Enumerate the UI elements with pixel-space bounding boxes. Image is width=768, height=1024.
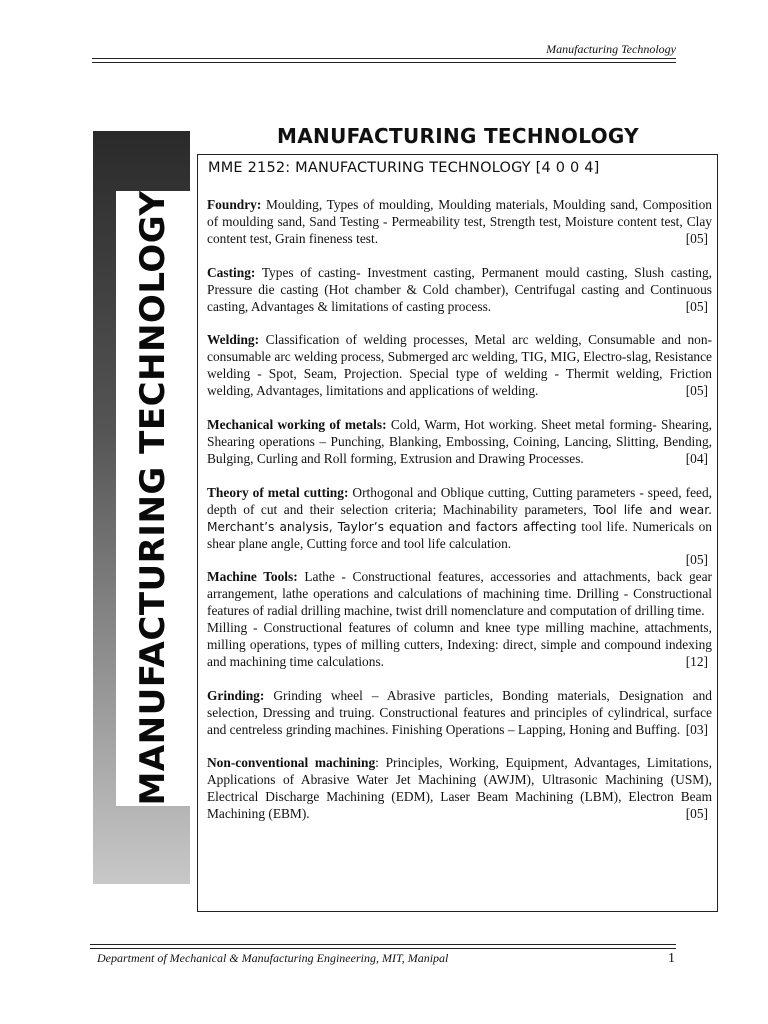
section-marks: [05] <box>685 383 708 399</box>
section-heading: Welding: <box>207 332 260 348</box>
course-code: MME 2152: MANUFACTURING TECHNOLOGY [4 0 0 4] <box>208 160 600 176</box>
section-marks: [03] <box>685 721 708 737</box>
footer-rule <box>90 944 676 945</box>
section-body: tool life. Numericals on shear plane angle, Cutting force and tool life calculation. <box>207 518 712 551</box>
section-grinding <box>207 688 712 739</box>
section-heading: Grinding: <box>207 687 265 703</box>
section-body-alt-font: Tool life and wear. Merchant’s analysis, Taylor’s equation and factors affecting <box>207 502 712 534</box>
section-non-conventional <box>207 755 712 823</box>
section-marks: [05] <box>685 806 708 822</box>
side-banner-panel <box>116 191 190 806</box>
syllabus-box <box>197 154 718 912</box>
section-heading: Theory of metal cutting: <box>207 484 349 500</box>
section-body: Grinding wheel – Abrasive particles, Bonding materials, Designation and selection, Dressing and truing. Constructional features and principles of cylindrical, surface and centreless grinding machines. Finishing Operations – Lapping, Honing and Buffing. <box>207 687 712 737</box>
section-welding <box>207 332 712 400</box>
running-header: Manufacturing Technology <box>546 42 676 56</box>
section-body: Cold, Warm, Hot working. Sheet metal forming- Shearing, Shearing operations – Punching, Blanking, Embossing, Coining, Lancing, Slitting, Bending, Bulging, Curling and Roll forming, Extrusion and Drawing Processes. <box>207 417 713 466</box>
section-casting <box>207 265 712 316</box>
section-mechanical-working <box>207 417 712 468</box>
section-heading: Mechanical working of metals: <box>207 417 387 433</box>
section-marks: [05] <box>685 230 708 246</box>
section-marks: [05] <box>685 298 708 314</box>
section-foundry <box>207 197 712 248</box>
section-marks: [05] <box>685 552 708 568</box>
page-title: MANUFACTURING TECHNOLOGY <box>277 124 639 148</box>
header-rule-thin <box>92 62 676 63</box>
page-number: 1 <box>668 951 675 966</box>
section-body: Types of casting- Investment casting, Permanent mould casting, Slush casting, Pressure die casting (Hot chamber & Cold chamber), Centrifugal casting and Continuous casting, Advantages & limitations of casting process. <box>207 264 712 314</box>
syllabus-content <box>207 197 712 823</box>
section-heading: Machine Tools: <box>207 569 298 585</box>
section-body: Moulding, Types of moulding, Moulding materials, Moulding sand, Composition of moulding sand, Sand Testing - Permeability test, Strength test, Moisture content test, Clay content test, Grain fineness test. <box>207 197 712 246</box>
section-body: Lathe - Constructional features, accessories and attachments, back gear arrangement, lathe operations and calculations of machining time. Drilling - Constructional features of radial drilling machine, twist drill nomenclature and computation of drilling time. <box>207 569 712 619</box>
header-rule <box>92 58 676 59</box>
section-body: Orthogonal and Oblique cutting, Cutting parameters - speed, feed, depth of cut and their selection criteria; Machinability parameters, <box>207 484 712 517</box>
footer-rule-thin <box>90 948 676 949</box>
section-metal-cutting <box>207 485 712 570</box>
section-machine-tools <box>207 569 712 670</box>
section-body: : Principles, Working, Equipment, Advantages, Limitations, Applications of Abrasive Water Jet Machining (AWJM), Ultrasonic Machining (USM), Electrical Discharge Machining (EDM), Laser Beam Machining (LBM), Electron Beam Machining (EBM). <box>207 755 712 822</box>
section-body-milling: Milling - Constructional features of column and knee type milling machine, attachments, milling operations, types of milling cutters, Indexing: direct, simple and compound indexing and machining time calculations. <box>207 620 712 669</box>
section-marks: [12] <box>685 653 708 669</box>
vertical-title: MANUFACTURING TECHNOLOGY <box>133 191 173 806</box>
footer-department: Department of Mechanical & Manufacturing Engineering, MIT, Manipal <box>97 951 449 965</box>
section-body: Classification of welding processes, Metal arc welding, Consumable and non-consumable arc welding process, Submerged arc welding, TIG, MIG, Electro-slag, Resistance welding - Spot, Seam, Projection. Special type of welding - Thermit welding, Friction welding, Advantages, limitations and applications of welding. <box>207 332 712 399</box>
section-heading: Foundry: <box>207 197 262 212</box>
section-heading: Non-conventional machining <box>207 755 376 771</box>
section-marks: [04] <box>685 450 708 466</box>
section-heading: Casting: <box>207 264 256 280</box>
